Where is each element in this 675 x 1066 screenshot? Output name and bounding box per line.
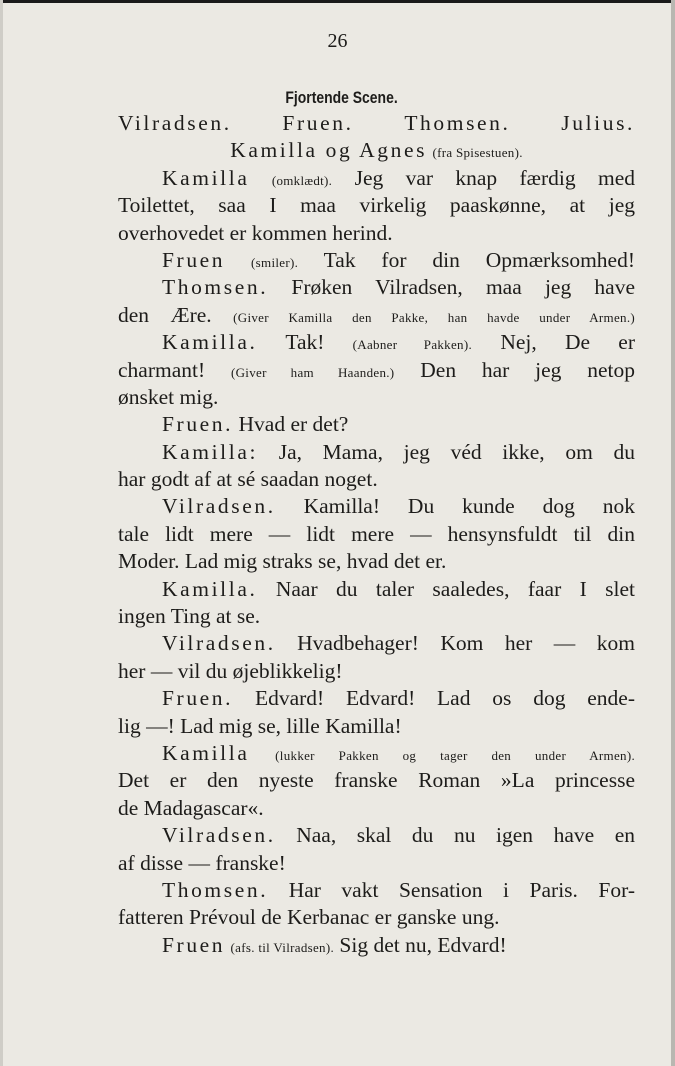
scene-title: Fjortende Scene. <box>285 88 398 107</box>
cast-line <box>118 110 635 137</box>
text-line: de Madagascar«. <box>118 795 264 820</box>
speaker-name: Fruen <box>162 932 226 957</box>
text-line: overhovedet er kommen herind. <box>118 220 393 245</box>
speaker-name: Vilradsen. <box>162 631 276 656</box>
text-line <box>118 165 635 192</box>
speaker-name: Kamilla <box>162 165 250 190</box>
scan-edge-top <box>0 0 675 3</box>
text-line: ønsket mig. <box>118 384 219 409</box>
text-line <box>118 302 635 329</box>
cast-name: Fruen. <box>282 111 354 135</box>
speech: Naar du taler saaledes, faar I slet <box>275 576 636 601</box>
speech: Jeg var knap færdig med <box>354 165 635 190</box>
stage-direction: (Aabner Pakken). <box>352 337 473 353</box>
speech: Hvad er det? <box>238 412 349 437</box>
scan-edge-left <box>0 0 3 1066</box>
speaker-name: Thomsen. <box>162 877 269 902</box>
text-line: tale lidt mere — lidt mere — hensynsfuldt til din <box>118 521 635 546</box>
speech: Hvadbehager! Kom her — kom <box>297 631 635 656</box>
speech: Sig det nu, Edvard! <box>339 932 507 957</box>
cast-name: Thomsen. <box>404 111 511 135</box>
speech: Nej, De er <box>500 330 636 355</box>
text-line <box>118 411 635 438</box>
speech: Tak for din Opmærksomhed! <box>323 247 635 272</box>
speaker-name: Kamilla: <box>162 439 259 464</box>
scan-edge-right <box>671 0 675 1066</box>
cast-line <box>118 137 635 164</box>
text-line: af disse — franske! <box>118 850 286 875</box>
speaker-name: Fruen <box>162 247 226 272</box>
speech: Tak! <box>285 330 325 355</box>
speech: Har vakt Sensation i Paris. For- <box>288 877 635 902</box>
stage-direction: (fra Spisestuen). <box>432 145 523 161</box>
text-line <box>118 357 635 384</box>
stage-direction: (lukker Pakken og tager den under Armen). <box>275 747 636 763</box>
text-line <box>118 493 635 520</box>
text-line: har godt af at sé saadan noget. <box>118 467 378 492</box>
text-line <box>118 932 635 959</box>
text-line: Moder. Lad mig straks se, hvad det er. <box>118 549 447 574</box>
stage-direction: (omklædt). <box>271 172 333 188</box>
text-line: fatteren Prévoul de Kerbanac er ganske ung. <box>118 905 500 930</box>
page-number: 26 <box>327 30 348 52</box>
stage-direction: (afs. til Vilradsen). <box>230 939 335 955</box>
text-line: ingen Ting at se. <box>118 604 261 629</box>
text-line: her — vil du øjeblikkelig! <box>118 658 343 683</box>
text-line <box>118 329 635 356</box>
speech: Ja, Mama, jeg véd ikke, om du <box>278 439 635 464</box>
speaker-name: Thomsen. <box>162 275 269 300</box>
speech: Edvard! Edvard! Lad os dog ende- <box>254 686 636 711</box>
text-line: Toilettet, saa I maa virkelig paaskønne, at jeg <box>118 193 635 218</box>
cast-name: Vilradsen. <box>118 111 232 135</box>
speech: Den har jeg netop <box>420 357 635 382</box>
text-line <box>118 247 635 274</box>
body-text <box>118 110 635 959</box>
speech: Naa, skal du nu igen have en <box>296 823 636 848</box>
text-line: Det er den nyeste franske Roman »La princesse <box>118 768 635 793</box>
stage-direction: (Giver ham Haanden.) <box>230 364 395 380</box>
speech: Kamilla! Du kunde dog nok <box>303 494 635 519</box>
speaker-name: Vilradsen. <box>162 494 276 519</box>
text-line <box>118 822 635 849</box>
text-line <box>118 439 635 466</box>
speech: den Ære. <box>118 302 212 327</box>
speaker-name: Kamilla <box>162 740 250 765</box>
speaker-name: Fruen. <box>162 412 234 437</box>
cast-name: Julius. <box>561 111 636 135</box>
text-line <box>118 740 635 767</box>
text-line <box>118 576 635 603</box>
speaker-name: Fruen. <box>162 686 234 711</box>
speaker-name: Kamilla. <box>162 576 258 601</box>
speech: charmant! <box>118 357 206 382</box>
text-line <box>118 274 635 301</box>
text-line <box>118 630 635 657</box>
speech: Frøken Vilradsen, maa jeg have <box>291 275 635 300</box>
stage-direction: (Giver Kamilla den Pakke, han havde under Armen.) <box>233 309 636 325</box>
stage-direction: (smiler). <box>251 254 299 270</box>
text-line <box>118 877 635 904</box>
text-line <box>118 685 635 712</box>
text-line: lig —! Lad mig se, lille Kamilla! <box>118 713 402 738</box>
speaker-name: Kamilla. <box>162 330 258 355</box>
speaker-name: Vilradsen. <box>162 823 276 848</box>
cast-name: Kamilla og Agnes <box>230 138 428 163</box>
